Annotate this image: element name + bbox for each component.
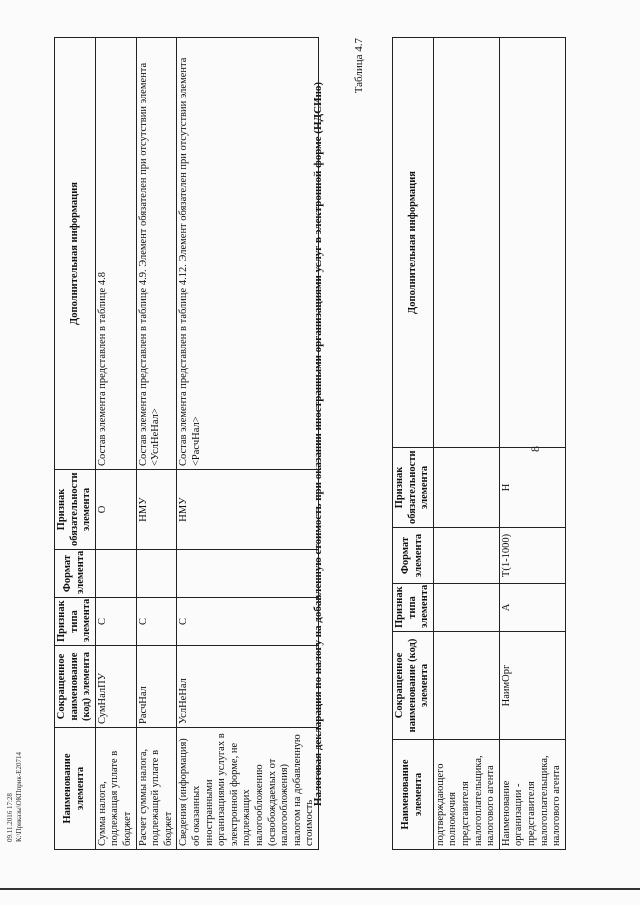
table-row xyxy=(177,38,319,850)
header-name: Наименование элемента xyxy=(393,740,434,850)
cell-required: О xyxy=(95,470,136,550)
header-info: Дополнительная информация xyxy=(393,38,434,448)
cell-name: Сумма налога, подлежащая уплате в бюджет xyxy=(95,728,136,850)
cell-info xyxy=(499,38,565,448)
rotated-content xyxy=(0,25,570,850)
cell-required: Н xyxy=(499,448,565,528)
bottom-rule xyxy=(0,888,640,890)
cell-name: Наименование организации - представителя налогоплательщика, налогового агента xyxy=(499,740,565,850)
cell-type: С xyxy=(136,598,177,646)
cell-required xyxy=(433,448,499,528)
cell-format xyxy=(177,550,319,598)
cell-code xyxy=(433,632,499,740)
table-header-row xyxy=(393,38,434,850)
table-continuation xyxy=(392,37,566,850)
table-row xyxy=(95,38,136,850)
header-format: Формат элемента xyxy=(393,528,434,584)
header-format: Формат элемента xyxy=(55,550,96,598)
table-title: Налоговая декларация по налогу на добавленную стоимость при оказании иностранными организациями услуг в электронной форме (НДСИно) xyxy=(312,81,324,807)
cell-code: УслНеНал xyxy=(177,646,319,728)
cell-type: А xyxy=(499,584,565,632)
cell-type xyxy=(433,584,499,632)
cell-required: НМУ xyxy=(177,470,319,550)
cell-required: НМУ xyxy=(136,470,177,550)
header-required: Признак обязательности элемента xyxy=(393,448,434,528)
header-required: Признак обязательности элемента xyxy=(55,470,96,550)
cell-info: Состав элемента представлен в таблице 4.12. Элемент обязателен при отсутствии элемента <РасчНал> xyxy=(177,38,319,470)
cell-info xyxy=(433,38,499,448)
footer-date: 09.11.2016 17:28 xyxy=(6,793,14,842)
table-label: Таблица 4.7 xyxy=(353,38,365,94)
header-code: Сокращенное наименование (код) элемента xyxy=(393,632,434,740)
table-row xyxy=(433,38,499,850)
header-code: Сокращенное наименование (код) элемента xyxy=(55,646,96,728)
cell-name: подтверждающего полномочия представителя налогоплательщика, налогового агента xyxy=(433,740,499,850)
cell-type: С xyxy=(95,598,136,646)
header-info: Дополнительная информация xyxy=(55,38,96,470)
cell-name: Расчет суммы налога, подлежащей уплате в бюджет xyxy=(136,728,177,850)
footer-stamp xyxy=(6,752,24,842)
cell-format xyxy=(433,528,499,584)
cell-format xyxy=(95,550,136,598)
table-row xyxy=(136,38,177,850)
cell-name: Сведения (информация) об оказанных иностранными организациями услугах в электронной форме, не подлежащих налогообложению (освобождаемых от налогообложения) налогом на добавленную стоимость xyxy=(177,728,319,850)
table-header-row xyxy=(55,38,96,850)
cell-type: С xyxy=(177,598,319,646)
table-4-7 xyxy=(54,37,319,850)
cell-code: НаимОрг xyxy=(499,632,565,740)
table-row xyxy=(499,38,565,850)
cell-code: РасчНал xyxy=(136,646,177,728)
header-type: Признак типа элемента xyxy=(55,598,96,646)
header-name: Наименование элемента xyxy=(55,728,96,850)
footer-path: К:\Приказы\ОКПприк-E20714 xyxy=(15,752,24,842)
cell-code: СумНалПУ xyxy=(95,646,136,728)
cell-info: Состав элемента представлен в таблице 4.8 xyxy=(95,38,136,470)
page-number: 8 xyxy=(528,446,542,452)
cell-format xyxy=(136,550,177,598)
header-type: Признак типа элемента xyxy=(393,584,434,632)
cell-format: Т(1-1000) xyxy=(499,528,565,584)
cell-info: Состав элемента представлен в таблице 4.9. Элемент обязателен при отсутствии элемента <УслНеНал> xyxy=(136,38,177,470)
